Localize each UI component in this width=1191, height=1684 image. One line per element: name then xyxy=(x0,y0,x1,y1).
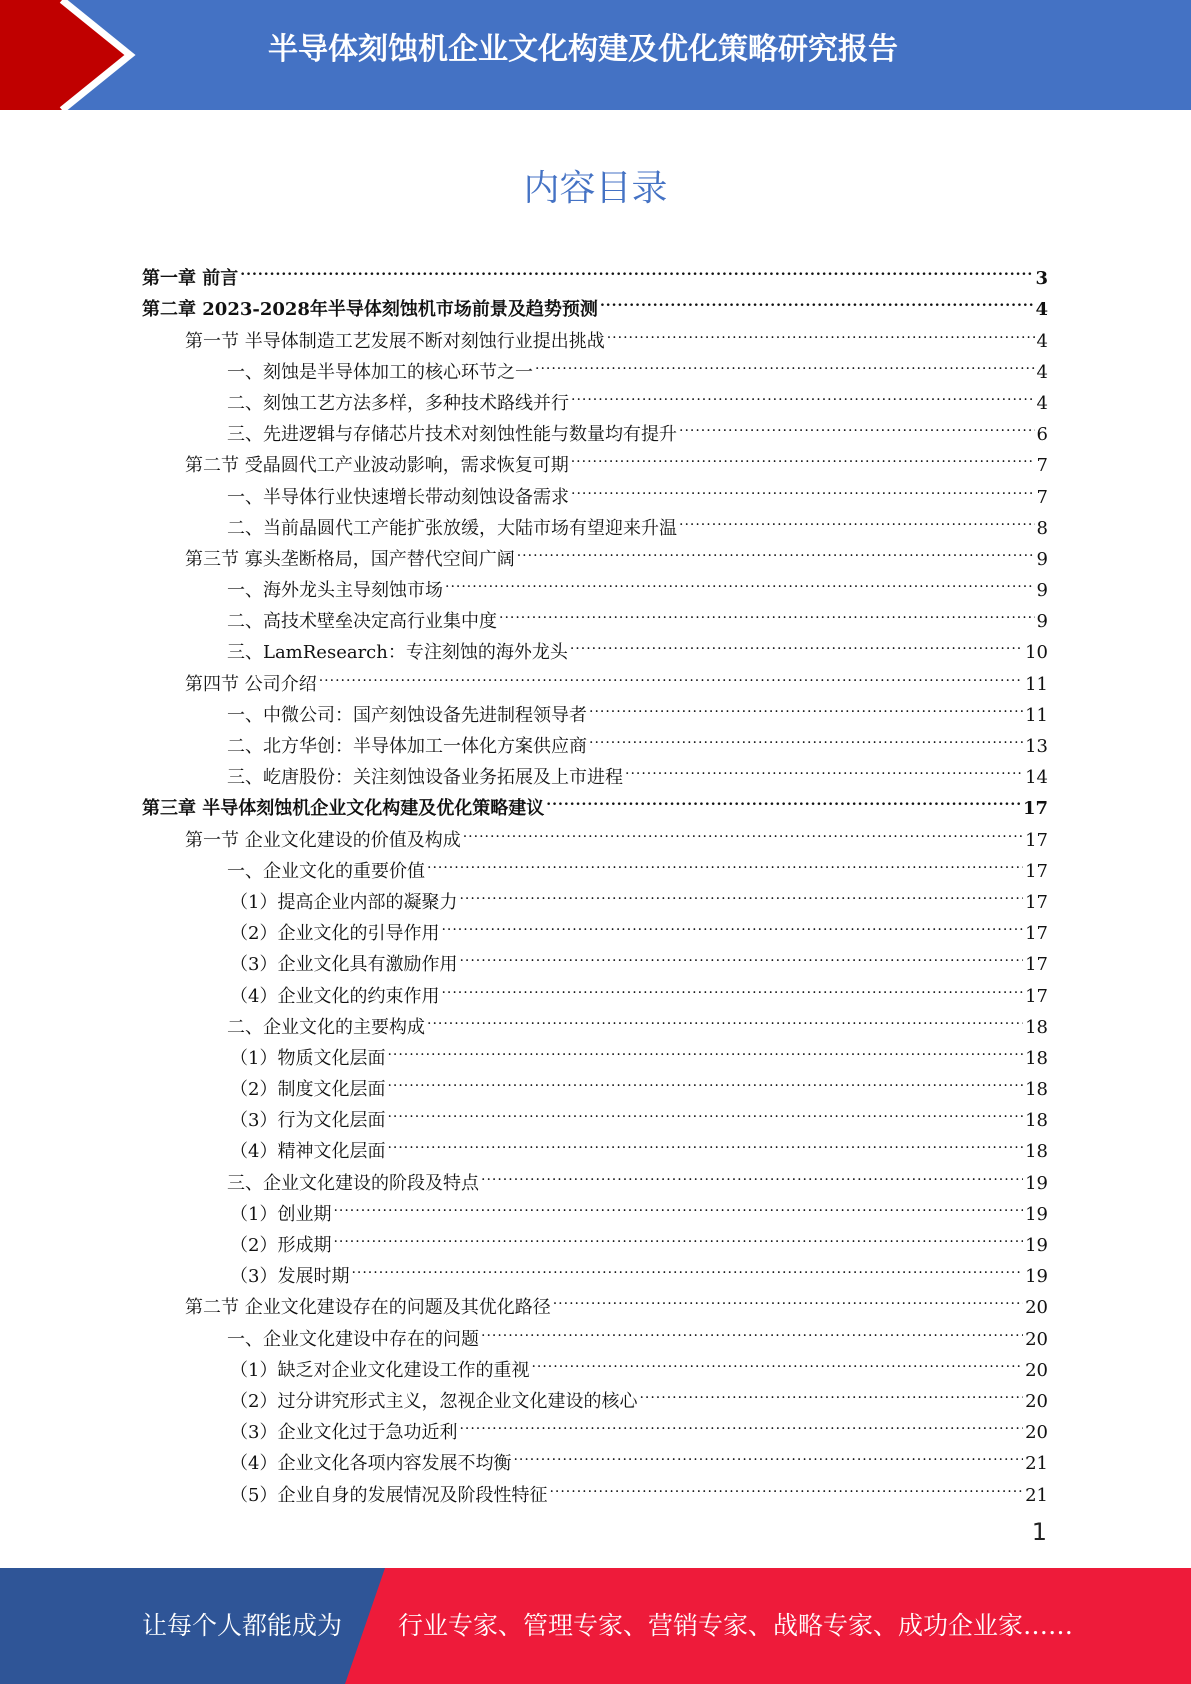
toc-leader-dots xyxy=(546,783,1021,814)
toc-entry-page: 18 xyxy=(1025,1047,1048,1069)
toc-entry-label: （2）制度文化层面 xyxy=(230,1079,386,1101)
toc-entry-page: 3 xyxy=(1035,268,1048,290)
toc-entry-label: （1）缺乏对企业文化建设工作的重视 xyxy=(230,1359,530,1381)
toc-entry-page: 17 xyxy=(1022,798,1048,820)
toc-leader-dots xyxy=(441,908,1023,939)
toc-entry[interactable] xyxy=(142,253,1048,290)
toc-leader-dots xyxy=(427,846,1023,877)
toc-entry-page: 9 xyxy=(1036,548,1048,570)
toc-entry-page: 6 xyxy=(1036,424,1048,446)
toc-entry-label: 二、北方华创：半导体加工一体化方案供应商 xyxy=(227,736,587,757)
toc-entry-page: 19 xyxy=(1025,1172,1048,1194)
toc-leader-dots xyxy=(571,378,1035,409)
toc-entry-label: （4）企业文化的约束作用 xyxy=(230,985,440,1007)
toc-entry-page: 9 xyxy=(1036,580,1048,602)
toc-leader-dots xyxy=(445,565,1035,596)
toc-leader-dots xyxy=(333,1189,1023,1220)
toc-entry-label: 一、中微公司：国产刻蚀设备先进制程领导者 xyxy=(227,704,587,726)
toc-entry-label: （2）形成期 xyxy=(230,1235,332,1256)
toc-leader-dots xyxy=(459,877,1023,908)
toc-entry-page: 18 xyxy=(1025,1079,1048,1101)
toc-leader-dots xyxy=(639,1376,1023,1407)
toc-entry-label: （1）提高企业内部的凝聚力 xyxy=(230,891,458,913)
toc-entry-page: 19 xyxy=(1025,1266,1048,1288)
toc-leader-dots xyxy=(570,627,1023,658)
toc-entry-page: 7 xyxy=(1036,486,1048,508)
toc-leader-dots xyxy=(481,1313,1023,1344)
toc-entry-page: 4 xyxy=(1036,392,1048,414)
toc-leader-dots xyxy=(571,440,1035,471)
toc-entry-page: 20 xyxy=(1025,1297,1048,1319)
toc-entry[interactable] xyxy=(142,284,1048,321)
toc-entry-label: 第二节 企业文化建设存在的问题及其优化路径 xyxy=(185,1297,551,1319)
toc-entry-page: 7 xyxy=(1036,455,1048,477)
toc-leader-dots xyxy=(459,939,1023,970)
toc-entry-label: 三、屹唐股份：关注刻蚀设备业务拓展及上市进程 xyxy=(227,767,623,789)
toc-leader-dots xyxy=(517,534,1035,565)
toc-entry-page: 9 xyxy=(1036,611,1048,633)
toc-leader-dots xyxy=(589,690,1023,721)
toc-entry-page: 18 xyxy=(1025,1016,1048,1038)
toc-leader-dots xyxy=(571,471,1035,502)
toc-leader-dots xyxy=(387,1033,1023,1064)
toc-entry-page: 4 xyxy=(1036,330,1048,352)
toc-entry-label: （3）企业文化具有激励作用 xyxy=(230,954,458,976)
toc-leader-dots xyxy=(387,1095,1023,1126)
toc-leader-dots xyxy=(549,1469,1023,1500)
toc-entry-label: （5）企业自身的发展情况及阶段性特征 xyxy=(230,1484,548,1506)
toc-leader-dots xyxy=(553,1282,1023,1313)
toc-leader-dots xyxy=(513,1438,1023,1469)
toc-entry-page: 18 xyxy=(1025,1141,1048,1163)
toc-entry-label: （2）企业文化的引导作用 xyxy=(230,923,440,945)
toc-entry-label: 一、海外龙头主导刻蚀市场 xyxy=(227,580,443,602)
toc-entry-label: 第一章 前言 xyxy=(142,268,239,290)
toc-entry-page: 20 xyxy=(1025,1390,1048,1412)
toc-entry-page: 19 xyxy=(1025,1235,1048,1256)
toc-leader-dots xyxy=(387,1064,1023,1095)
toc-entry-label: 一、刻蚀是半导体加工的核心环节之一 xyxy=(227,361,533,383)
toc-entry-label: 第一节 企业文化建设的价值及构成 xyxy=(185,829,461,851)
toc-entry-label: 三、LamResearch：专注刻蚀的海外龙头 xyxy=(227,642,568,664)
toc-leader-dots xyxy=(427,1002,1023,1033)
toc-entry-label: 第二节 受晶圆代工产业波动影响，需求恢复可期 xyxy=(185,455,569,477)
toc-entry-page: 17 xyxy=(1025,829,1048,851)
toc-leader-dots xyxy=(531,1345,1023,1376)
toc-entry-label: （3）发展时期 xyxy=(230,1266,350,1288)
toc-leader-dots xyxy=(441,970,1023,1001)
toc-entry-page: 14 xyxy=(1025,767,1048,789)
toc-entry-label: 二、企业文化的主要构成 xyxy=(227,1016,425,1038)
toc-leader-dots xyxy=(607,315,1035,346)
toc-entry-page: 21 xyxy=(1025,1484,1048,1506)
toc-entry-page: 11 xyxy=(1025,673,1048,695)
toc-entry-label: （3）行为文化层面 xyxy=(230,1110,386,1132)
toc-leader-dots xyxy=(589,721,1023,752)
toc-entry-label: （4）精神文化层面 xyxy=(230,1141,386,1163)
toc-entry-page: 8 xyxy=(1036,517,1048,539)
toc-entry-label: 二、高技术壁垒决定高行业集中度 xyxy=(227,611,497,633)
toc-entry-page: 13 xyxy=(1025,736,1048,757)
toc-leader-dots xyxy=(351,1251,1023,1282)
footer-banner xyxy=(0,1568,1191,1684)
toc-entry-label: （4）企业文化各项内容发展不均衡 xyxy=(230,1453,512,1475)
report-title: 半导体刻蚀机企业文化构建及优化策略研究报告 xyxy=(268,32,898,67)
toc-leader-dots xyxy=(319,658,1023,689)
toc-leader-dots xyxy=(240,253,1033,284)
toc-entry-label: 三、企业文化建设的阶段及特点 xyxy=(227,1172,479,1194)
toc-entry-page: 18 xyxy=(1025,1110,1048,1132)
toc-entry-page: 17 xyxy=(1025,923,1048,945)
toc-leader-dots xyxy=(463,814,1023,845)
toc-entry-page: 21 xyxy=(1025,1453,1048,1475)
toc-entry-label: 一、企业文化建设中存在的问题 xyxy=(227,1328,479,1350)
toc-leader-dots xyxy=(679,503,1035,534)
toc-leader-dots xyxy=(387,1126,1023,1157)
toc-entry-label: 第一节 半导体制造工艺发展不断对刻蚀行业提出挑战 xyxy=(185,330,605,352)
toc-entry-page: 11 xyxy=(1025,704,1048,726)
toc-entry-page: 4 xyxy=(1036,361,1048,383)
table-of-contents xyxy=(142,253,1048,1506)
toc-leader-dots xyxy=(625,752,1023,783)
toc-entry-page: 19 xyxy=(1025,1203,1048,1225)
page-number: 1 xyxy=(1031,1518,1047,1546)
toc-entry-label: 第二章 2023-2028年半导体刻蚀机市场前景及趋势预测 xyxy=(142,299,598,321)
toc-entry-page: 17 xyxy=(1025,954,1048,976)
toc-leader-dots xyxy=(481,1157,1023,1188)
toc-entry-label: （3）企业文化过于急功近利 xyxy=(230,1422,458,1444)
toc-entry-page: 20 xyxy=(1025,1359,1048,1381)
toc-entry-label: 第三节 寡头垄断格局，国产替代空间广阔 xyxy=(185,548,515,570)
toc-entry-page: 17 xyxy=(1025,860,1048,882)
toc-leader-dots xyxy=(535,347,1035,378)
toc-entry-label: 三、先进逻辑与存储芯片技术对刻蚀性能与数量均有提升 xyxy=(227,424,677,446)
toc-heading: 内容目录 xyxy=(523,168,668,209)
toc-leader-dots xyxy=(333,1220,1023,1251)
toc-leader-dots xyxy=(600,284,1034,315)
toc-entry-label: （2）过分讲究形式主义，忽视企业文化建设的核心 xyxy=(230,1390,638,1412)
toc-leader-dots xyxy=(499,596,1035,627)
toc-entry-page: 10 xyxy=(1025,642,1048,664)
toc-entry-page: 17 xyxy=(1025,891,1048,913)
toc-entry-label: （1）创业期 xyxy=(230,1203,332,1225)
toc-entry-label: 第四节 公司介绍 xyxy=(185,673,317,695)
footer-slogan-right: 行业专家、管理专家、营销专家、战略专家、成功企业家…… xyxy=(398,1611,1074,1640)
footer-slogan-left: 让每个人都能成为 xyxy=(142,1611,343,1640)
toc-entry-label: （1）物质文化层面 xyxy=(230,1047,386,1069)
toc-entry-label: 一、半导体行业快速增长带动刻蚀设备需求 xyxy=(227,486,569,508)
toc-entry-page: 4 xyxy=(1035,299,1048,321)
toc-entry-label: 一、企业文化的重要价值 xyxy=(227,860,425,882)
toc-entry-page: 17 xyxy=(1025,985,1048,1007)
toc-entry-page: 20 xyxy=(1025,1328,1048,1350)
toc-leader-dots xyxy=(459,1407,1023,1438)
toc-entry-label: 第三章 半导体刻蚀机企业文化构建及优化策略建议 xyxy=(142,798,545,820)
header-banner xyxy=(0,0,1191,110)
toc-leader-dots xyxy=(679,409,1035,440)
toc-entry-label: 二、当前晶圆代工产能扩张放缓，大陆市场有望迎来升温 xyxy=(227,517,677,539)
toc-entry-page: 20 xyxy=(1025,1422,1048,1444)
toc-entry-label: 二、刻蚀工艺方法多样，多种技术路线并行 xyxy=(227,392,569,414)
